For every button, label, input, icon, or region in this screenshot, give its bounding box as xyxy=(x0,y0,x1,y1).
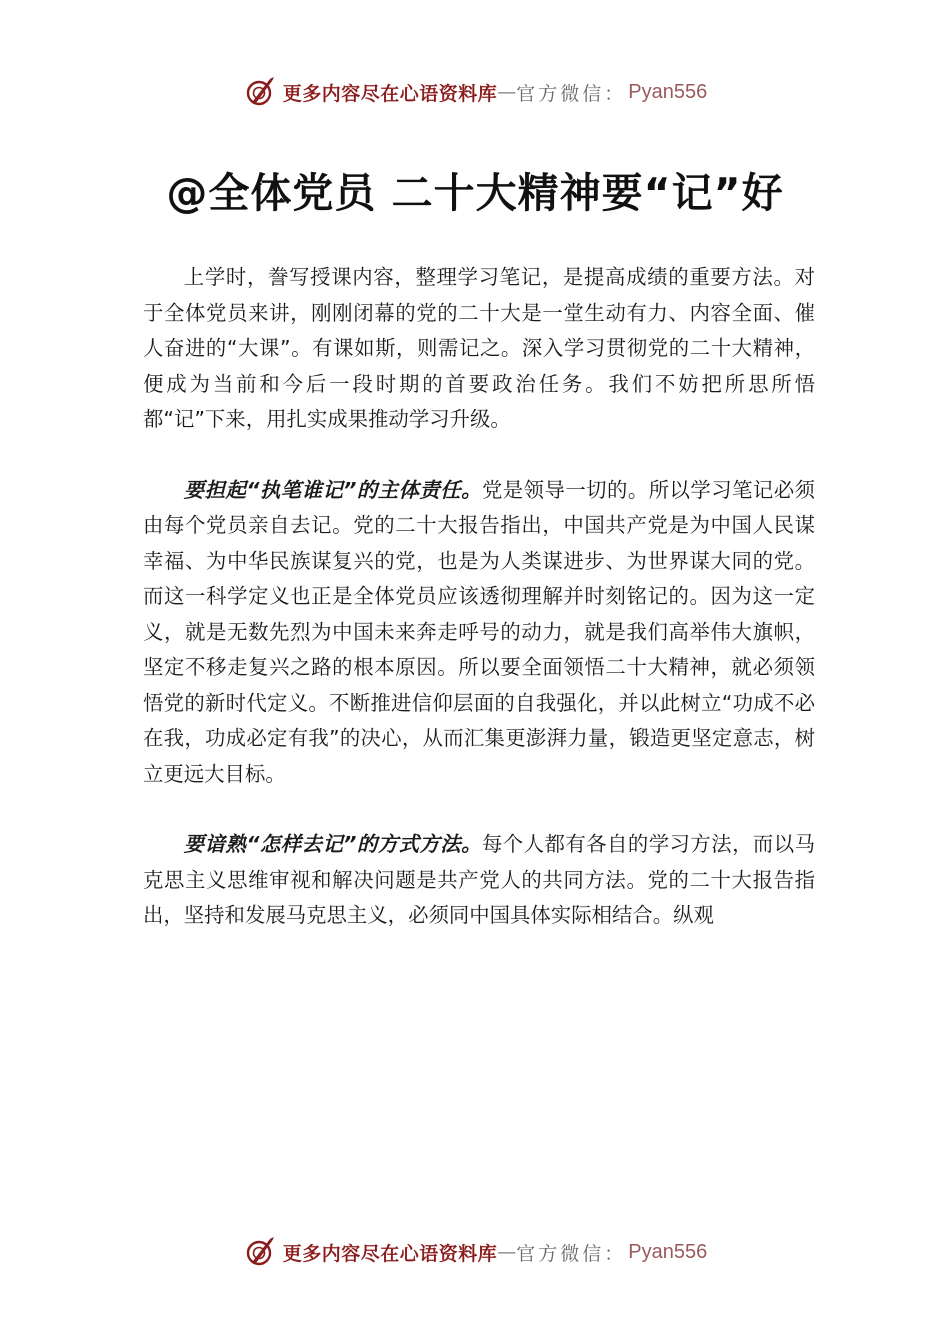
header-brand-text: 更多内容尽在心语资料库 xyxy=(282,82,498,105)
paragraph-responsibility xyxy=(143,473,815,793)
paragraph-lead: 要谙熟“怎样去记”的方式方法。 xyxy=(183,832,482,856)
header-wechat-id: Pyan556 xyxy=(628,80,708,103)
quill-logo-icon xyxy=(243,75,277,109)
footer-dash: — xyxy=(497,1241,517,1263)
paragraph-lead: 要担起“执笔谁记”的主体责任。 xyxy=(183,477,482,502)
quill-logo-icon xyxy=(243,1235,277,1269)
paragraph-text: 上学时，誊写授课内容，整理学习笔记，是提高成绩的重要方法。对于全体党员来讲，刚刚闭幕的党的二十大是一堂生动有力、内容全面、催人奋进的“大课”。有课如斯，则需记之。深入学习贯彻党的二十大精神，便成为当前和今后一段时期的首要政治任务。我们不妨把所思所悟都“记”下来，用扎实成果推动学习升级。 xyxy=(143,265,815,431)
article-body xyxy=(143,260,815,934)
header-banner xyxy=(0,72,950,112)
paragraph-text: 党是领导一切的。所以学习笔记必须由每个党员亲自去记。党的二十大报告指出，中国共产党是为中国人民谋幸福、为中华民族谋复兴的党，也是为人类谋进步、为世界谋大同的党。而这一科学定义也正是全体党员应该透彻理解并时刻铭记的。因为这一定义，就是无数先烈为中国未来奔走呼号的动力，就是我们高举伟大旗帜，坚定不移走复兴之路的根本原因。所以要全面领悟二十大精神，就必须领悟党的新时代定义。不断推进信仰层面的自我强化，并以此树立“功成不必在我，功成必定有我”的决心，从而汇集更澎湃力量，锻造更坚定意志，树立更远大目标。 xyxy=(143,477,816,786)
header-dash: — xyxy=(497,81,517,103)
paragraph-text: 每个人都有各自的学习方法，而以马克思主义思维审视和解决问题是共产党人的共同方法。党的二十大报告指出，坚持和发展马克思主义，必须同中国具体实际相结合。纵观 xyxy=(143,832,816,927)
page-title: @全体党员 二十大精神要“记”好 xyxy=(166,169,784,217)
footer-brand-text: 更多内容尽在心语资料库 xyxy=(282,1242,498,1265)
footer-banner xyxy=(0,1232,950,1272)
paragraph-intro xyxy=(143,260,815,438)
footer-wechat-id: Pyan556 xyxy=(628,1240,708,1263)
paragraph-method xyxy=(143,827,815,934)
footer-wechat-label: 官方微信： xyxy=(516,1242,627,1265)
header-wechat-label: 官方微信： xyxy=(516,82,627,105)
